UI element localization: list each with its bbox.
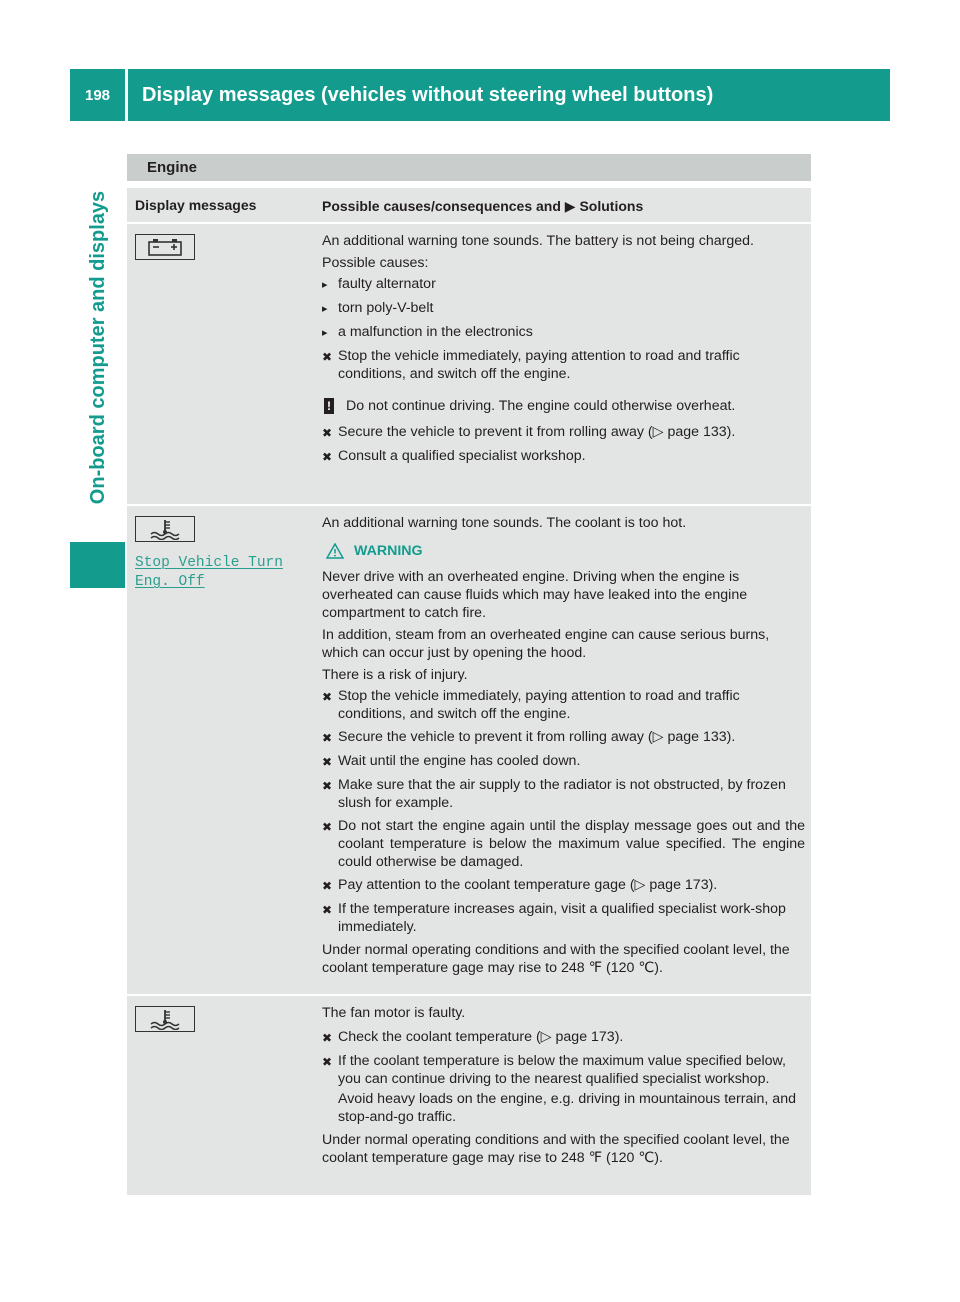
step-item: ✖ If the coolant temperature is below the maximum value specified below, you can continue driving to the nearest qualified specialist workshop. Avoid heavy loads on the engine, e.g. driving in mountainous terrain, and stop-and-go traffic. (322, 1053, 796, 1125)
bullet-icon: ▸ (322, 303, 328, 315)
step-item: ✖ Check the coolant temperature (▷ page 173). (322, 1029, 624, 1045)
step-item: ✖ Pay attention to the coolant temperature gage (▷ page 173). (322, 877, 718, 893)
step-item: ✖ Secure the vehicle to prevent it from rolling away (▷ page 133). (322, 424, 736, 440)
step-arrow-icon: ✖ (322, 755, 333, 769)
table-header-row (127, 188, 811, 222)
warning-heading: WARNING (322, 542, 805, 560)
step-item: ✖ Stop the vehicle immediately, paying attention to road and traffic conditions, and switch off the engine. (322, 348, 740, 382)
note-item: ! Do not continue driving. The engine could otherwise overheat. (322, 397, 805, 415)
step-item: ✖ If the temperature increases again, visit a qualified specialist work-shop immediately. (322, 901, 786, 935)
step-arrow-icon: ✖ (322, 1055, 333, 1069)
coolant-temperature-icon (135, 516, 195, 542)
step-arrow-icon: ✖ (322, 779, 333, 793)
step-item: ✖ Secure the vehicle to prevent it from rolling away (▷ page 133). (322, 729, 736, 745)
exclamation-icon: ! (324, 398, 334, 414)
col-header-causes: Possible causes/consequences and ▶ Solutions (322, 198, 644, 214)
coolant-temperature-icon (135, 1006, 195, 1032)
page-number: 198 (70, 69, 125, 121)
step-arrow-icon: ✖ (322, 731, 333, 745)
step-arrow-icon: ✖ (322, 903, 333, 917)
display-messages-table (127, 154, 811, 1195)
list-item: ▸ a malfunction in the electronics (322, 324, 533, 340)
step-item: ✖ Stop the vehicle immediately, paying attention to road and traffic conditions, and switch off the engine. (322, 688, 740, 722)
step-arrow-icon: ✖ (322, 690, 333, 704)
col-header-display-messages: Display messages (135, 197, 257, 213)
step-arrow-icon: ✖ (322, 450, 333, 464)
bullet-icon: ▸ (322, 279, 328, 291)
battery-icon (135, 234, 195, 260)
step-item: ✖ Do not start the engine again until the display message goes out and the coolant temperature is below the maximum value specified. The engine could otherwise be damaged. (322, 818, 805, 870)
warning-triangle-icon (326, 543, 344, 559)
step-item: ✖ Make sure that the air supply to the radiator is not obstructed, by frozen slush for example. (322, 777, 786, 811)
page-title: Display messages (vehicles without steering wheel buttons) (128, 69, 890, 121)
table-row: Stop Vehicle Turn Eng. Off An additional warning tone sounds. The coolant is too hot. WARNING Never drive with an overheated engine. Driving when the engine is overheated can cause fluids which may have leaked into the engine compartment to catch fire. In addition, steam from an overheated engine can cause serious burns, which can occur just by opening the hood. There is a risk of injury. ✖ Stop the vehicle immediately, paying attention to road and traffic conditions, and switch off the engine. ✖ Secure the vehicle to prevent it from rolling away (▷ page 133). ✖ Wait until the engine has cooled down. ✖ Make sure that the air supply to the radiator is not obstructed, by frozen slush for example. ✖ Do not start the engine again until the display message goes out and the coolant temperature is below the maximum value specified. The engine could otherwise be damaged. ✖ Pay attention to the coolant temperature gage (▷ page 173). ✖ If the temperature increases again, visit a qualified specialist work-shop immediately. Under normal operating conditions and with the specified coolant level, the coolant temperature gage may rise to 248 ℉ (120 ℃). (127, 506, 811, 994)
section-title: Engine (127, 154, 811, 181)
step-item: ✖ Consult a qualified specialist workshop. (322, 448, 586, 464)
step-item: ✖ Wait until the engine has cooled down. (322, 753, 581, 769)
step-arrow-icon: ✖ (322, 426, 333, 440)
table-row: An additional warning tone sounds. The battery is not being charged. Possible causes: ▸ faulty alternator ▸ torn poly-V-belt ▸ a malfunction in the electronics ✖ Stop the vehicle immediately, paying attention to road and traffic conditions, and switch off the engine. ! Do not continue driving. The engine could otherwise overheat. ✖ Secure the vehicle to prevent it from rolling away (▷ page 133). ✖ Consult a qualified specialist workshop. (127, 224, 811, 504)
bullet-icon: ▸ (322, 327, 328, 339)
list-item: ▸ torn poly-V-belt (322, 300, 434, 316)
chapter-marker-block (70, 542, 125, 588)
step-arrow-icon: ✖ (322, 820, 333, 834)
step-arrow-icon: ✖ (322, 1031, 333, 1045)
step-arrow-icon: ✖ (322, 350, 333, 364)
chapter-side-label: On-board computer and displays (87, 190, 110, 504)
list-item: ▸ faulty alternator (322, 276, 436, 292)
table-row: The fan motor is faulty. ✖ Check the coolant temperature (▷ page 173). ✖ If the coolant temperature is below the maximum value specified below, you can continue driving to the nearest qualified specialist workshop. Avoid heavy loads on the engine, e.g. driving in mountainous terrain, and stop-and-go traffic. Under normal operating conditions and with the specified coolant level, the coolant temperature gage may rise to 248 ℉ (120 ℃). (127, 996, 811, 1195)
arrow-right-icon: ▶ (564, 198, 576, 214)
display-message-text: Stop Vehicle Turn Eng. Off (135, 555, 283, 590)
step-arrow-icon: ✖ (322, 879, 333, 893)
